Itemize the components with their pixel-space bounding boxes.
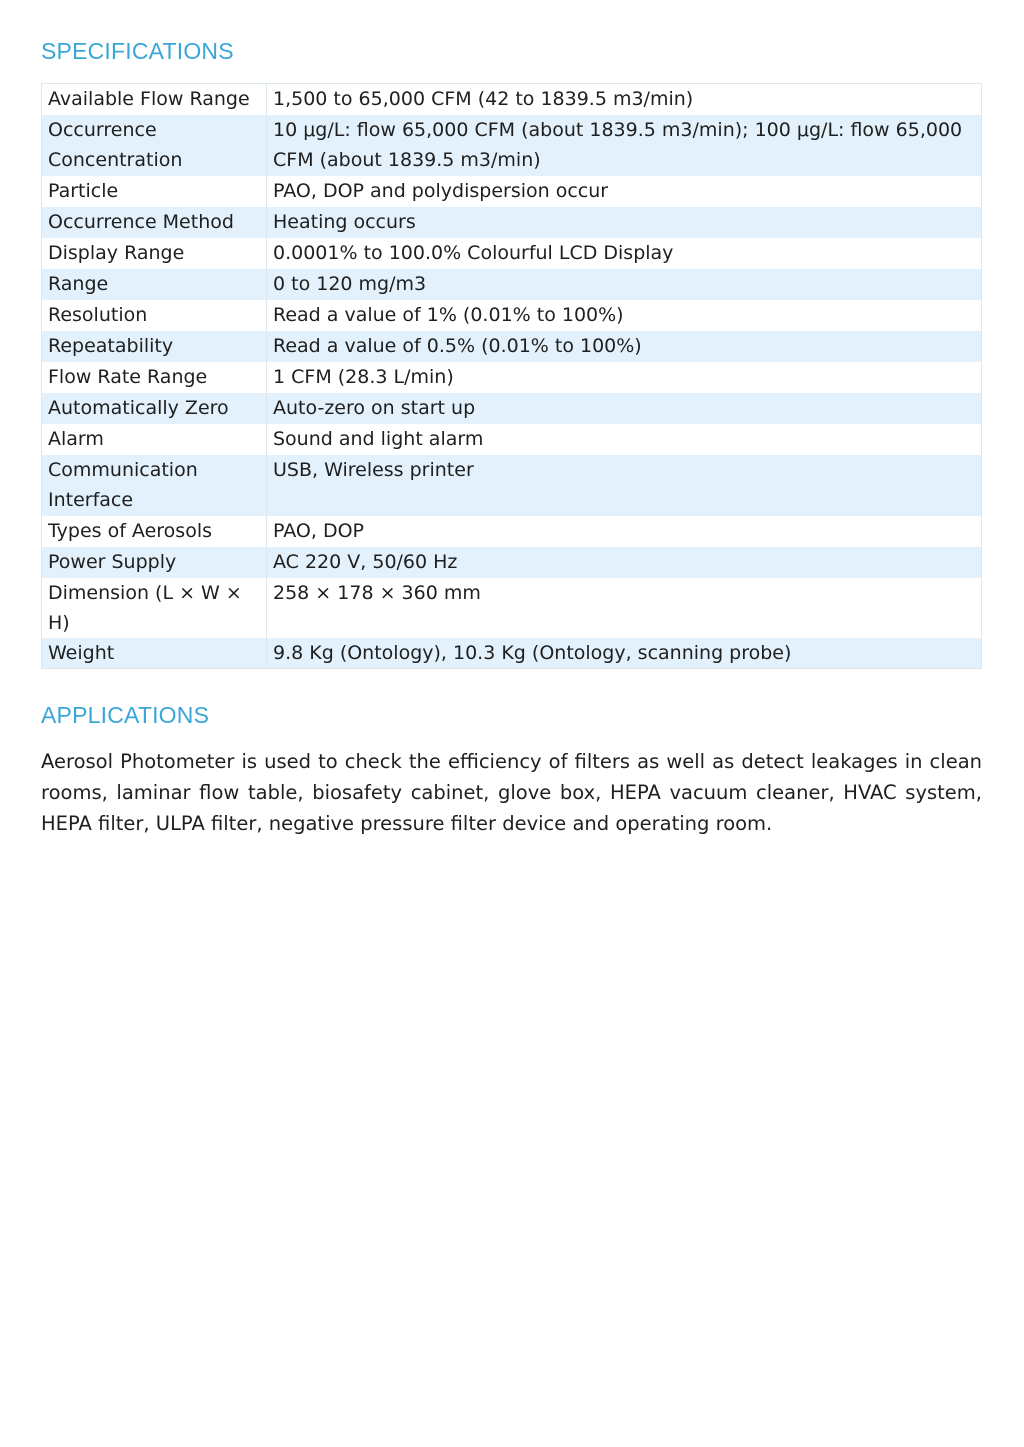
- table-row: [42, 300, 982, 331]
- spec-value: USB, Wireless printer: [267, 455, 982, 516]
- spec-label: Resolution: [42, 300, 267, 331]
- applications-heading: APPLICATIONS: [41, 702, 210, 728]
- spec-label: Dimension (L × W × H): [42, 578, 267, 638]
- table-row: [42, 578, 982, 638]
- spec-value: 0.0001% to 100.0% Colourful LCD Display: [267, 238, 982, 269]
- spec-value: AC 220 V, 50/60 Hz: [267, 547, 982, 578]
- spec-value: Auto-zero on start up: [267, 393, 982, 424]
- table-row: [42, 269, 982, 300]
- spec-label: Automatically Zero: [42, 393, 267, 424]
- spec-label: Power Supply: [42, 547, 267, 578]
- spec-value: 1,500 to 65,000 CFM (42 to 1839.5 m3/min): [267, 84, 982, 115]
- specifications-table: [41, 83, 982, 669]
- spec-label: Occurrence Method: [42, 207, 267, 238]
- spec-value: Sound and light alarm: [267, 424, 982, 455]
- spec-value: 9.8 Kg (Ontology), 10.3 Kg (Ontology, scanning probe): [267, 638, 982, 669]
- specifications-heading: SPECIFICATIONS: [41, 38, 234, 64]
- spec-label: Available Flow Range: [42, 84, 267, 115]
- table-row: [42, 393, 982, 424]
- spec-label: Flow Rate Range: [42, 362, 267, 393]
- table-row: [42, 238, 982, 269]
- spec-value: Read a value of 0.5% (0.01% to 100%): [267, 331, 982, 362]
- spec-value: 0 to 120 mg/m3: [267, 269, 982, 300]
- spec-value: 1 CFM (28.3 L/min): [267, 362, 982, 393]
- spec-label: Particle: [42, 176, 267, 207]
- applications-paragraph: Aerosol Photometer is used to check the efficiency of filters as well as detect leakages in clean rooms, laminar flow table, biosafety cabinet, glove box, HEPA vacuum cleaner, HVAC system, HEPA filter, ULPA filter, negative pressure filter device and operating room.: [41, 750, 982, 835]
- table-row: [42, 362, 982, 393]
- table-row: [42, 331, 982, 362]
- spec-label: Alarm: [42, 424, 267, 455]
- table-row: [42, 638, 982, 669]
- spec-label: Range: [42, 269, 267, 300]
- table-row: [42, 115, 982, 176]
- table-row: [42, 84, 982, 115]
- table-row: [42, 176, 982, 207]
- spec-value: PAO, DOP and polydispersion occur: [267, 176, 982, 207]
- table-row: [42, 424, 982, 455]
- spec-label: Display Range: [42, 238, 267, 269]
- spec-label: Repeatability: [42, 331, 267, 362]
- spec-value: Read a value of 1% (0.01% to 100%): [267, 300, 982, 331]
- spec-label: Types of Aerosols: [42, 516, 267, 547]
- spec-value: PAO, DOP: [267, 516, 982, 547]
- spec-label: Communication Interface: [42, 455, 267, 516]
- table-row: [42, 547, 982, 578]
- spec-label: Occurrence Concentration: [42, 115, 267, 176]
- spec-value: 258 × 178 × 360 mm: [267, 578, 982, 638]
- table-row: [42, 516, 982, 547]
- spec-label: Weight: [42, 638, 267, 669]
- spec-value: 10 μg/L: flow 65,000 CFM (about 1839.5 m3/min); 100 μg/L: flow 65,000 CFM (about 1839.5 m3/min): [267, 115, 982, 176]
- table-row: [42, 207, 982, 238]
- spec-value: Heating occurs: [267, 207, 982, 238]
- table-row: [42, 455, 982, 516]
